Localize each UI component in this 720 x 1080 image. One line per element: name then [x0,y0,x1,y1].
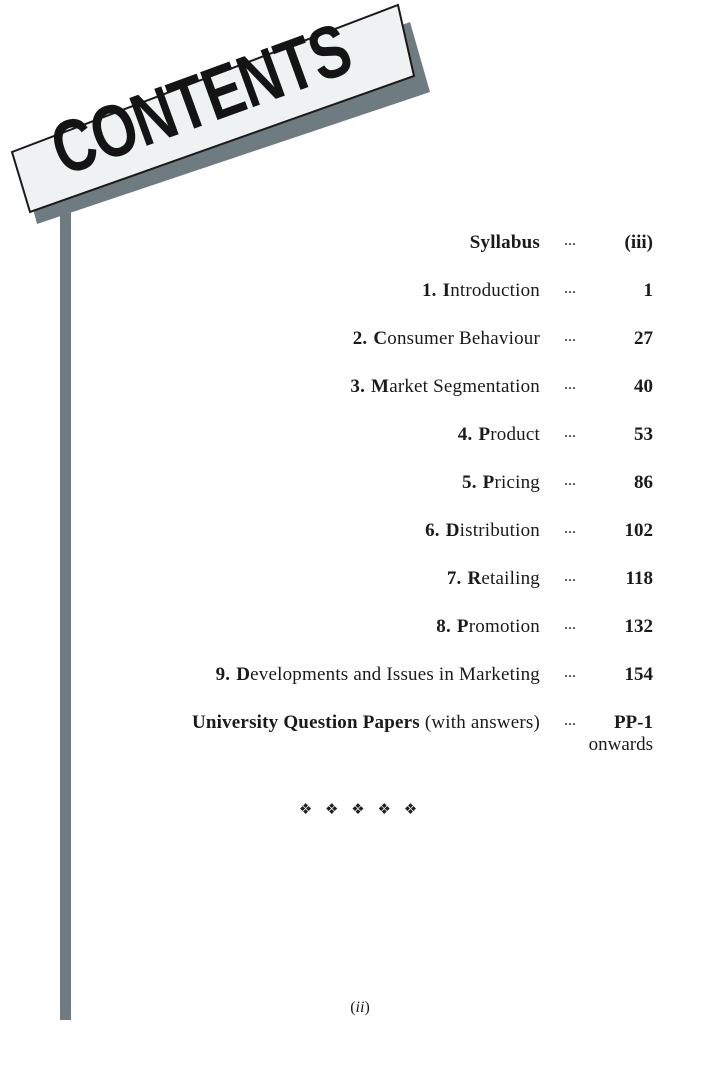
toc-row-chapter-3[interactable] [120,376,660,424]
toc-leader-dots: ... [564,712,576,729]
chapter-title-rest: onsumer Behaviour [387,328,540,349]
paren-open: ( [350,999,356,1016]
chapter-initial: M [371,376,390,397]
toc-page-number: 40 [634,376,653,397]
toc-row-chapter-8[interactable] [120,616,660,664]
toc-title [458,424,540,446]
toc-page-number: 86 [634,472,653,493]
chapter-number: 1. [421,280,437,301]
toc-title [422,280,540,302]
toc-page-number: 102 [624,520,653,541]
ornament-divider: ❖ ❖ ❖ ❖ ❖ [298,800,422,818]
toc-row-chapter-5[interactable] [120,472,660,520]
toc-title [216,664,540,686]
toc-title: Syllabus [469,232,540,253]
toc-row-chapter-6[interactable] [120,520,660,568]
toc-leader-dots: ... [564,616,576,633]
chapter-title-rest: romotion [468,616,540,637]
chapter-initial: P [482,472,495,493]
toc-title [353,328,540,350]
toc-leader-dots: ... [564,232,576,249]
toc-title [425,520,540,542]
chapter-initial: C [373,328,388,349]
paren-close: ) [364,999,370,1016]
toc-leader-dots: ... [564,376,576,393]
toc-row-question-papers[interactable] [120,712,660,760]
toc-page-number: 27 [634,328,653,349]
toc-page-number: PP-1 [613,712,653,733]
chapter-title-rest: roduct [490,424,540,445]
chapter-initial: P [456,616,469,637]
toc-row-chapter-7[interactable] [120,568,660,616]
toc-row-chapter-4[interactable] [120,424,660,472]
chapter-title-rest: arket Segmentation [389,376,540,397]
toc-title [462,472,540,494]
contents-sign [0,0,440,240]
chapter-number: 6. [425,520,440,541]
toc-row-syllabus[interactable] [120,232,660,280]
toc-page-number: 118 [625,568,653,589]
toc-title [436,616,540,638]
chapter-number: 5. [462,472,477,493]
toc-row-chapter-9[interactable] [120,664,660,712]
table-of-contents [120,232,660,760]
papers-title: University Question Papers [191,712,420,733]
chapter-number: 7. [446,568,462,589]
toc-page-number: 53 [634,424,653,445]
toc-leader-dots: ... [564,664,576,681]
chapter-title-rest: istribution [459,520,540,541]
chapter-number: 8. [436,616,451,637]
toc-title [350,376,540,398]
toc-page-number: (iii) [624,232,653,253]
toc-leader-dots: ... [564,280,576,297]
toc-title [192,712,540,734]
toc-row-chapter-2[interactable] [120,328,660,376]
chapter-initial: R [467,568,482,589]
toc-page-number: 154 [624,664,653,685]
signpost-pole [60,205,71,1020]
chapter-initial: P [478,424,491,445]
chapter-number: 9. [215,664,231,685]
chapter-number: 3. [350,376,366,397]
chapter-initial: D [236,664,251,685]
chapter-number: 2. [352,328,368,349]
chapter-title-rest: ricing [494,472,540,493]
toc-leader-dots: ... [564,520,576,537]
toc-leader-dots: ... [564,472,576,489]
toc-page-suffix: onwards [588,734,653,755]
page-number [0,999,720,1017]
chapter-title-rest: evelopments and Issues in Marketing [250,664,540,685]
toc-leader-dots: ... [564,328,576,345]
chapter-initial: I [442,280,451,301]
chapter-number: 4. [457,424,473,445]
sign-title: CONTENTS [40,6,362,192]
toc-page-number: 1 [643,280,653,301]
papers-note: (with answers) [424,712,540,733]
toc-row-chapter-1[interactable] [120,280,660,328]
chapter-initial: D [445,520,460,541]
toc-page-number: 132 [624,616,653,637]
page-number-value: ii [355,999,365,1016]
chapter-title-rest: etailing [481,568,540,589]
toc-title [447,568,540,590]
toc-leader-dots: ... [564,424,576,441]
chapter-title-rest: ntroduction [450,280,540,301]
toc-leader-dots: ... [564,568,576,585]
